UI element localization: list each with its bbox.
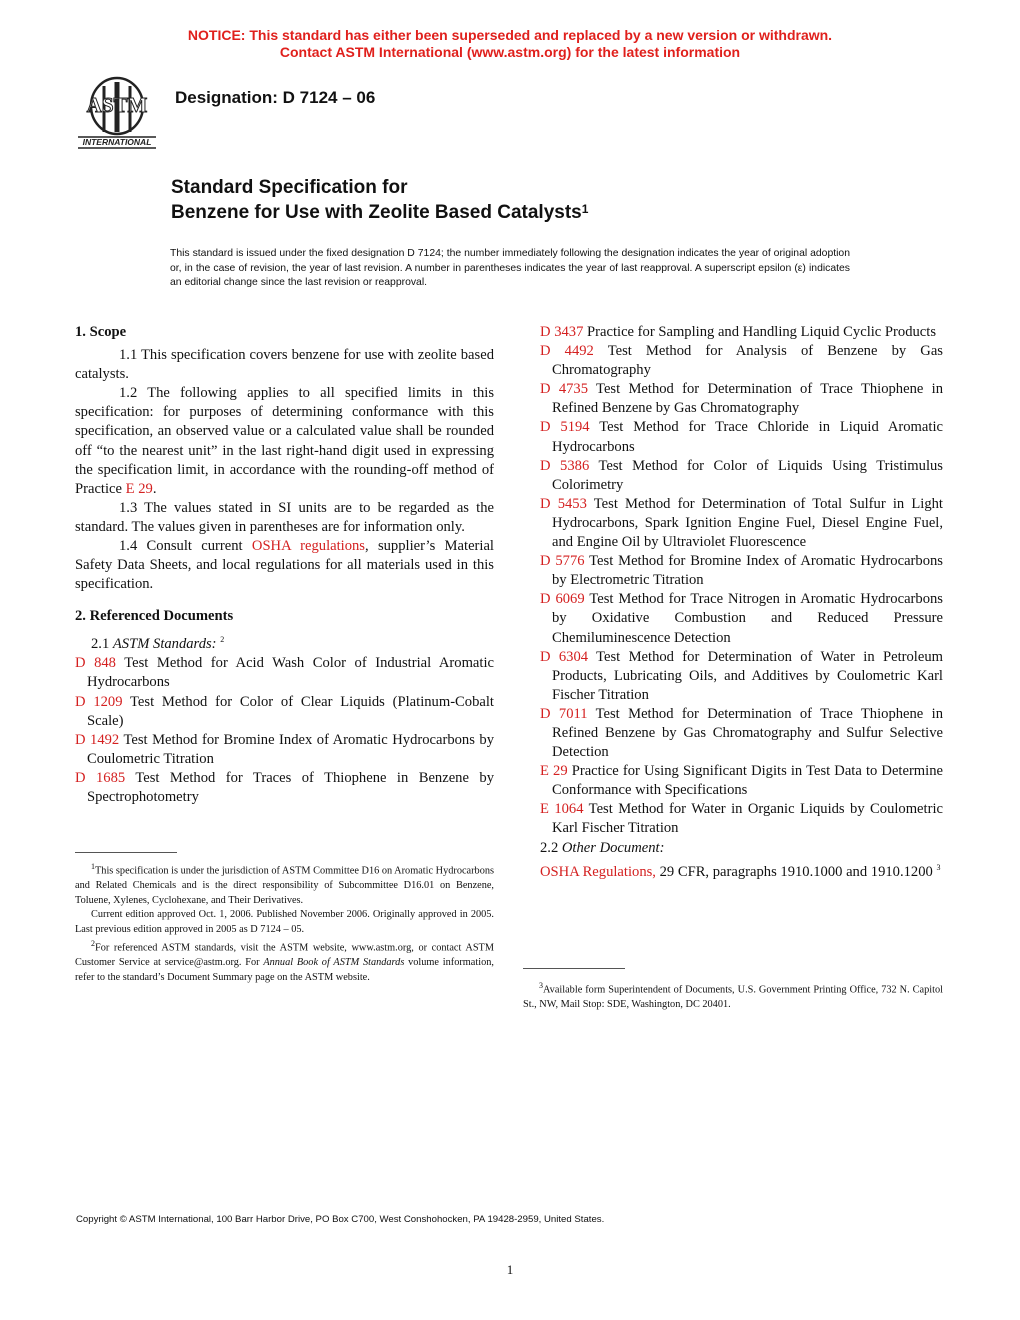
reference-item: [75, 654, 494, 692]
reference-code-link[interactable]: D 6069: [540, 591, 585, 608]
reference-code-link[interactable]: D 5776: [540, 553, 585, 570]
scope-1-1: 1.1 This specification covers benzene for use with zeolite based catalysts.: [75, 347, 494, 383]
reference-title: Test Method for Determination of Trace Thiophene in Refined Benzene by Gas Chromatography and Sulfur Selective Detection: [552, 705, 943, 761]
document-title: [171, 175, 588, 225]
issued-note: This standard is issued under the fixed designation D 7124; the number immediately following the designation indicates the year of original adoption or, in the case of revision, the year of last revision. A number in parentheses indicates the year of last reapproval. A superscript epsilon (ε) indicates an editorial change since the last revision or reapproval.: [170, 248, 850, 289]
reference-code-link[interactable]: D 4735: [540, 381, 589, 398]
scope-1-3: 1.3 The values stated in SI units are to be regarded as the standard. The values given in parentheses are for information only.: [75, 499, 494, 535]
reference-title: Practice for Sampling and Handling Liquid Cyclic Products: [583, 324, 937, 340]
scope-heading: 1. Scope: [75, 324, 127, 340]
left-reference-list: [75, 654, 494, 807]
osha-reference: OSHA Regulations, 29 CFR, paragraphs 1910.1000 and 1910.1200 $^3$: [540, 862, 941, 880]
reference-title: Test Method for Bromine Index of Aromatic Hydrocarbons by Coulometric Titration: [87, 731, 494, 767]
title-line-1: Standard Specification for: [171, 177, 408, 198]
reference-code-link[interactable]: D 1209: [75, 693, 123, 710]
refdocs-heading: 2. Referenced Documents: [75, 608, 234, 625]
footnotes-left: [75, 860, 494, 986]
reference-title: Test Method for Determination of Trace Thiophene in Refined Benzene by Gas Chromatography: [552, 381, 943, 417]
reference-title: Test Method for Color of Clear Liquids (Platinum-Cobalt Scale): [87, 693, 494, 729]
page-number: 1: [506, 1262, 514, 1277]
reference-code-link[interactable]: D 1492: [75, 731, 120, 748]
notice-line-2: Contact ASTM International (www.astm.org) for the latest information: [279, 44, 741, 60]
astm-logo-mark: [70, 74, 164, 150]
reference-title: Test Method for Color of Liquids Using Tristimulus Colorimetry: [552, 457, 943, 493]
reference-item: [75, 769, 494, 807]
left-column: [75, 323, 494, 807]
title-text: Benzene for Use with Zeolite Based Catalysts: [171, 202, 582, 223]
scope-1-2: 1.2 The following applies to all specified limits in this specification: for purposes of determining conformance with this specification, an observed value or a calculated value shall be rounded off “to the nearest unit” in the last right-hand digit used in expressing the specification limit, in accordance with the rounding-off method of Practice E 29.: [75, 385, 494, 497]
title-line-2: [171, 200, 588, 225]
reference-item: [75, 731, 494, 769]
notice-line-1: NOTICE: This standard has either been superseded and replaced by a new version or withdrawn.: [187, 27, 833, 43]
reference-item: [540, 705, 943, 762]
footnote-2: $^2$For referenced ASTM standards, visit the ASTM website, www.astm.org, or contact ASTM Customer Service at service@astm.org. For Annual Book of ASTM Standards volume information, refer to the standard’s Document Summary page on the ASTM website.: [75, 939, 494, 983]
reference-title: Test Method for Acid Wash Color of Industrial Aromatic Hydrocarbons: [87, 655, 494, 691]
fn2-mark[interactable]: 2: [220, 635, 225, 645]
reference-code-link[interactable]: E 1064: [540, 801, 584, 818]
reference-code-link[interactable]: D 5386: [540, 457, 590, 474]
reference-code-link[interactable]: E 29: [540, 763, 568, 780]
withdrawal-notice: [0, 27, 1020, 61]
footnote-1-edition: Current edition approved Oct. 1, 2006. Published November 2006. Originally approved in 2005. Last previous edition approved in 2005 as D 7124 – 05.: [75, 909, 494, 935]
reference-item: [75, 693, 494, 731]
reference-title: Test Method for Trace Chloride in Liquid Aromatic Hydrocarbons: [552, 419, 943, 455]
reference-item: [540, 590, 943, 647]
logo-letters: ASTM: [86, 93, 148, 117]
astm-standards-subheading: 2.1 ASTM Standards: $^2$: [91, 635, 225, 653]
footnote-divider-left: [75, 852, 177, 853]
logo-subtext: INTERNATIONAL: [82, 137, 152, 147]
scope-1-4: 1.4 Consult current OSHA regulations, supplier’s Material Safety Data Sheets, and local regulations for all materials used in this specification.: [75, 538, 494, 593]
osha-ref-link[interactable]: OSHA Regulations,: [540, 863, 656, 880]
right-column: [540, 323, 943, 882]
reference-title: Test Method for Determination of Water in Petroleum Products, Lubricating Oils, and Additives by Coulometric Karl Fischer Titration: [552, 648, 943, 703]
reference-code-link[interactable]: D 5194: [540, 419, 590, 436]
e29-link[interactable]: E 29: [125, 480, 153, 497]
osha-regulations-link[interactable]: OSHA regulations: [251, 538, 365, 555]
reference-item: [540, 457, 943, 495]
reference-code-link[interactable]: D 1685: [75, 769, 126, 786]
reference-item: [540, 380, 943, 418]
reference-item: [540, 800, 943, 838]
reference-code-link[interactable]: D 848: [75, 655, 116, 672]
reference-title: Test Method for Water in Organic Liquids by Coulometric Karl Fischer Titration: [552, 801, 943, 837]
astm-logo: [70, 74, 164, 150]
reference-code-link[interactable]: D 6304: [540, 648, 589, 665]
footnote-1: $^1$This specification is under the jurisdiction of ASTM Committee D16 on Aromatic Hydrocarbons and Related Chemicals and is the direct responsibility of Subcommittee D16.01 on Benzene, Toluene, Xylenes, Cyclohexane, and Their Derivatives.: [75, 862, 494, 906]
reference-title: Test Method for Determination of Total Sulfur in Light Hydrocarbons, Spark Ignition Engine Fuel, Diesel Engine Fuel, and Engine Oil by Ultraviolet Fluorescence: [552, 495, 943, 551]
reference-code-link[interactable]: D 3437: [540, 324, 584, 340]
reference-item: [540, 762, 943, 800]
right-reference-list: [540, 323, 943, 839]
reference-code-link[interactable]: D 7011: [540, 705, 588, 722]
footnote-3: $^3$Available form Superintendent of Documents, U.S. Government Printing Office, 732 N. Capitol St., NW, Mail Stop: SDE, Washington, DC 20401.: [523, 981, 943, 1011]
reference-title: Test Method for Traces of Thiophene in Benzene by Spectrophotometry: [87, 769, 494, 806]
reference-code-link[interactable]: D 5453: [540, 495, 587, 512]
copyright: Copyright © ASTM International, 100 Barr Harbor Drive, PO Box C700, West Conshohocken, PA 19428-2959, United States.: [76, 1214, 605, 1225]
footnotes-right: [523, 979, 943, 1013]
designation: Designation: D 7124 – 06: [175, 88, 376, 107]
reference-item: [540, 495, 943, 552]
reference-item: [540, 648, 943, 705]
reference-title: Test Method for Trace Nitrogen in Aromatic Hydrocarbons by Oxidative Combustion and Reduced Pressure Chemiluminescence Detection: [552, 591, 943, 646]
fn3-mark[interactable]: 3: [936, 862, 941, 872]
other-document-subheading: 2.2 Other Document:: [540, 839, 665, 856]
reference-item: [540, 418, 943, 456]
title-footnote-mark[interactable]: 1: [581, 202, 589, 216]
reference-title: Test Method for Analysis of Benzene by Gas Chromatography: [552, 343, 943, 379]
reference-title: Practice for Using Significant Digits in Test Data to Determine Conformance with Specifications: [552, 763, 943, 799]
reference-code-link[interactable]: D 4492: [540, 343, 594, 360]
reference-item: [540, 342, 943, 380]
reference-title: Test Method for Bromine Index of Aromatic Hydrocarbons by Electrometric Titration: [552, 553, 943, 589]
reference-item: [540, 552, 943, 590]
reference-item: [540, 323, 943, 342]
footnote-divider-right: [523, 968, 625, 969]
